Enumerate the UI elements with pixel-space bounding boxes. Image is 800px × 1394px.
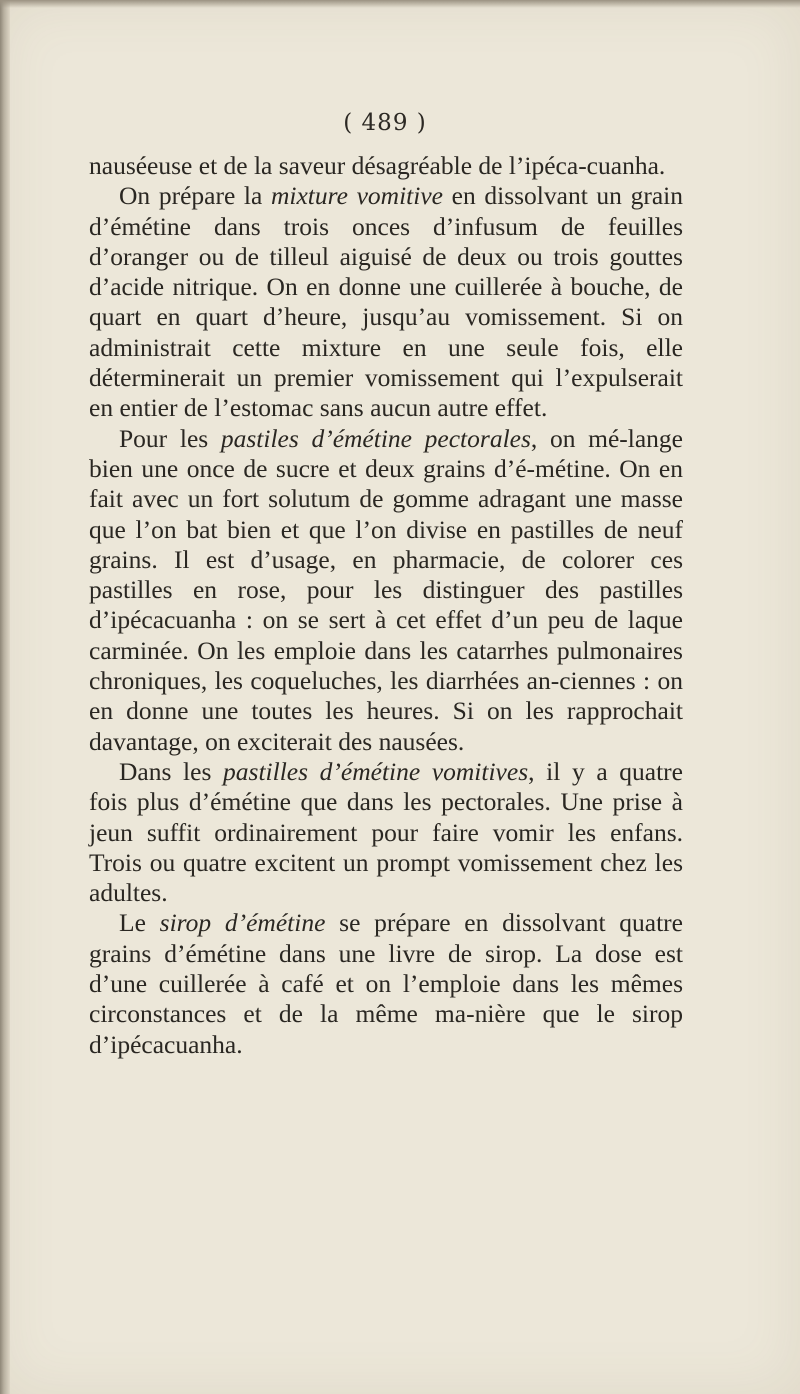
text-segment: se prépare en dissolvant quatre grains d’émétine dans une livre de sirop. La dose est d’une cuillerée à café et on l’emploie dans les mêmes circonstances et de la même ma-nière que le sirop d’ipécacuanha.: [89, 908, 683, 1059]
text-segment: en dissolvant un grain d’émétine dans trois onces d’infusum de feuilles d’oranger ou de tilleul aiguisé de deux ou trois gouttes d’acide nitrique. On en donne une cuillerée à bouche, de quart en quart d’heure, jusqu’au vomissement. Si on administrait cette mixture en une seule fois, elle déterminerait un premier vomissement qui l’expulserait en entier de l’estomac sans aucun autre effet.: [89, 181, 683, 423]
text-segment: On prépare la: [119, 181, 271, 211]
text-segment: Le: [119, 908, 160, 938]
body-text: [89, 151, 683, 1060]
text-segment: , il y a quatre fois plus d’émétine que dans les pectorales. Une prise à jeun suffit ordinairement pour faire vomir les enfans. Trois ou quatre excitent un prompt vomissement chez les adultes.: [89, 756, 683, 908]
paragraph: [89, 151, 683, 181]
text-segment: Dans les: [119, 756, 224, 786]
italic-term: sirop d’émétine: [159, 908, 326, 938]
paragraph: [89, 181, 683, 423]
text-segment: , on mé-lange bien une once de sucre et deux grains d’é-métine. On en fait avec un fort solutum de gomme adragant une masse que l’on bat bien et que l’on divise en pastilles de neuf grains. Il est d’usage, en pharmacie, de colorer ces pastilles en rose, pour les distinguer des pastilles d’ipécacuanha : on se sert à cet effet d’un peu de laque carminée. On les emploie dans les catarrhes pulmonaires chroniques, les coqueluches, les diarrhées an-ciennes : on en donne une toutes les heures. Si on les rapprochait davantage, on exciterait des nausées.: [89, 423, 683, 756]
italic-term: pastilles d’émétine vomitives: [223, 756, 529, 786]
text-segment: nauséeuse et de la saveur désagréable de l’ipéca-cuanha.: [89, 151, 666, 180]
page-top-shadow: [0, 0, 800, 8]
italic-term: mixture vomitive: [270, 181, 443, 211]
paragraph: [89, 424, 683, 757]
italic-term: pastiles d’émétine pectorales: [220, 423, 531, 453]
paragraph: [89, 757, 683, 908]
page-number: ( 489 ): [343, 110, 427, 136]
text-segment: Pour les: [119, 423, 221, 453]
binding-edge: [0, 0, 10, 1394]
paragraph: [89, 908, 683, 1059]
